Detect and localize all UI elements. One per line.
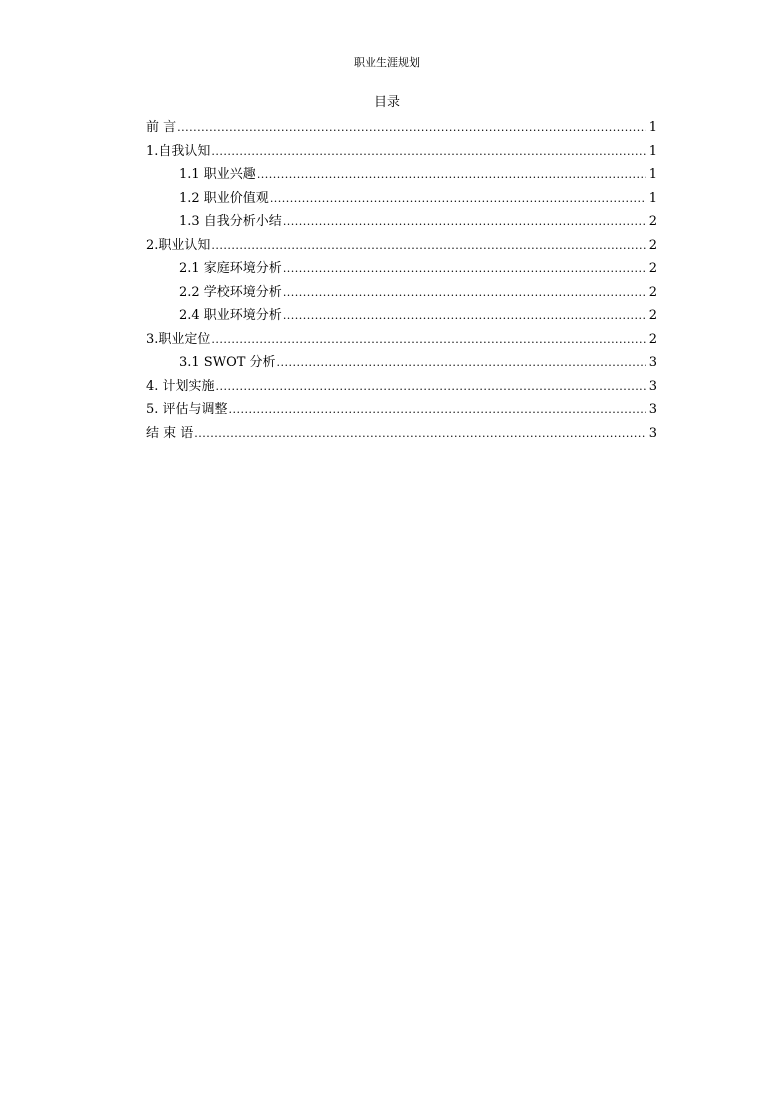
- toc-dot-leader: [270, 187, 646, 211]
- toc-page-number: 2: [648, 237, 657, 253]
- toc-dot-leader: [194, 422, 645, 446]
- toc-entry-career-positioning[interactable]: [146, 328, 657, 352]
- toc-entry-label: 1.自我认知: [146, 143, 211, 159]
- toc-page-number: 3: [648, 355, 657, 370]
- toc-entry-career-interest[interactable]: [146, 163, 657, 187]
- toc-entry-label: 前 言: [146, 120, 177, 135]
- table-of-contents: [146, 116, 657, 445]
- toc-entry-preface[interactable]: [146, 116, 657, 140]
- toc-entry-self-analysis-summary[interactable]: [146, 210, 657, 234]
- toc-entry-label: 2.职业认知: [146, 237, 211, 253]
- toc-dot-leader: [277, 351, 646, 375]
- toc-page-number: 1: [648, 120, 657, 135]
- toc-entry-label: 3.1 SWOT 分析: [179, 355, 276, 370]
- toc-page-number: 2: [648, 214, 657, 229]
- toc-page-number: 3: [648, 402, 657, 417]
- toc-dot-leader: [283, 281, 646, 305]
- toc-dot-leader: [257, 163, 646, 187]
- toc-entry-label: 4. 计划实施: [146, 378, 215, 394]
- toc-dot-leader: [283, 257, 646, 281]
- toc-entry-school-environment[interactable]: [146, 281, 657, 305]
- toc-entry-conclusion[interactable]: [146, 422, 657, 446]
- toc-dot-leader: [229, 398, 646, 422]
- toc-dot-leader: [283, 210, 646, 234]
- toc-dot-leader: [211, 140, 645, 164]
- running-header: 职业生涯规划: [354, 56, 420, 69]
- toc-entry-plan-implementation[interactable]: [146, 375, 657, 399]
- toc-entry-label: 结 束 语: [146, 425, 194, 441]
- toc-entry-family-environment[interactable]: [146, 257, 657, 281]
- toc-entry-label: 3.职业定位: [146, 331, 211, 347]
- toc-dot-leader: [216, 375, 646, 399]
- toc-page-number: 2: [648, 284, 657, 300]
- toc-page-number: 1: [648, 190, 657, 206]
- toc-page-number: 1: [648, 167, 657, 182]
- toc-title: 目录: [373, 95, 400, 110]
- toc-entry-career-awareness[interactable]: [146, 234, 657, 258]
- toc-page-number: 3: [648, 425, 657, 441]
- toc-page-number: 2: [648, 308, 657, 323]
- toc-page-number: 1: [648, 143, 657, 159]
- toc-entry-label: 2.4 职业环境分析: [179, 308, 282, 323]
- toc-entry-career-environment[interactable]: [146, 304, 657, 328]
- toc-entry-label: 2.1 家庭环境分析: [179, 261, 282, 276]
- toc-dot-leader: [283, 304, 646, 328]
- toc-entry-label: 1.1 职业兴趣: [179, 167, 256, 182]
- toc-page-number: 3: [648, 378, 657, 394]
- toc-entry-swot-analysis[interactable]: [146, 351, 657, 375]
- toc-entry-evaluation-adjustment[interactable]: [146, 398, 657, 422]
- toc-dot-leader: [177, 116, 646, 140]
- toc-page-number: 2: [648, 261, 657, 276]
- toc-entry-label: 2.2 学校环境分析: [179, 284, 282, 300]
- toc-dot-leader: [211, 234, 645, 258]
- toc-entry-label: 1.2 职业价值观: [179, 190, 269, 206]
- toc-entry-career-values[interactable]: [146, 187, 657, 211]
- toc-entry-label: 1.3 自我分析小结: [179, 214, 282, 229]
- toc-entry-self-awareness[interactable]: [146, 140, 657, 164]
- toc-dot-leader: [211, 328, 645, 352]
- toc-page-number: 2: [648, 331, 657, 347]
- toc-entry-label: 5. 评估与调整: [146, 402, 228, 417]
